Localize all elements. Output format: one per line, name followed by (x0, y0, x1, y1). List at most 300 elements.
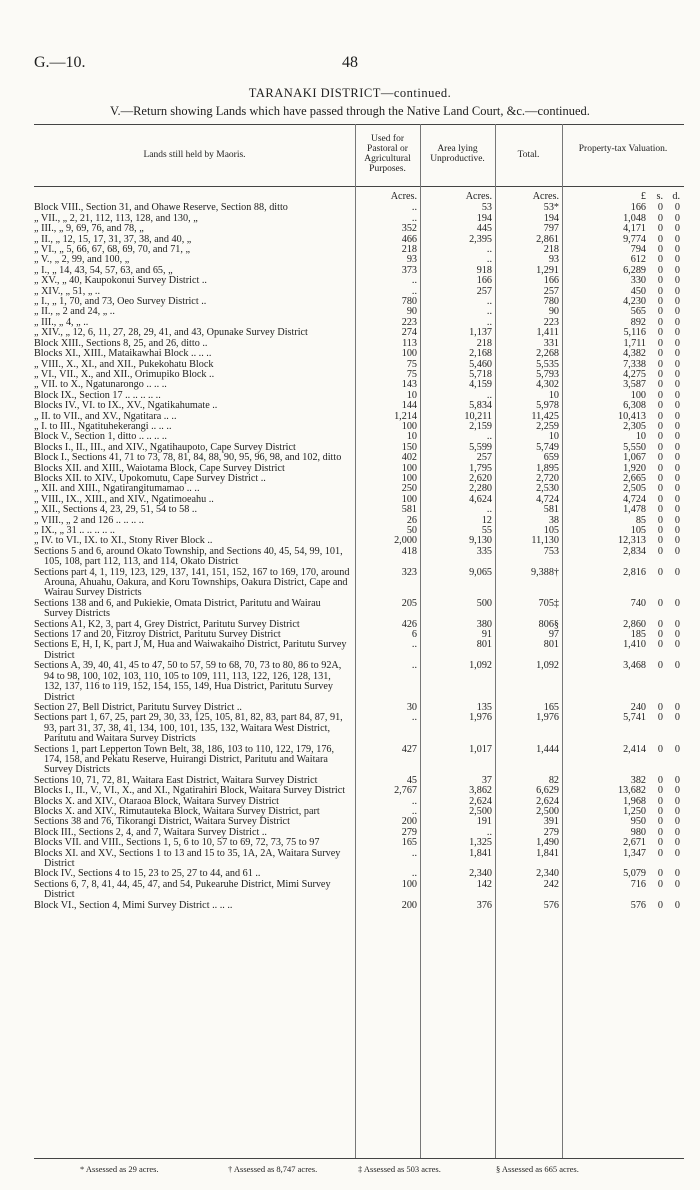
table-row (34, 526, 684, 536)
pastoral-acres: 200 (401, 899, 417, 911)
total-acres: 5,749 (536, 441, 559, 453)
land-description: Block V., Section 1, ditto .. .. .. .. (34, 432, 167, 443)
pastoral-acres: 100 (401, 462, 417, 474)
valuation-pounds: 6,289 (623, 264, 646, 276)
pastoral-acres: 2,767 (394, 785, 417, 797)
land-description: Sections A1, K2, 3, part 4, Grey District, Paritutu Survey District (34, 619, 300, 630)
total-acres: 93 (548, 254, 559, 266)
document-code: G.—10. (34, 54, 86, 71)
table-row (34, 412, 684, 422)
table-row (34, 307, 684, 317)
pastoral-acres: 466 (401, 233, 417, 245)
land-description: Blocks XII. and XIII., Waiotama Block, Cape Survey District (34, 463, 285, 474)
table-row (34, 287, 684, 297)
unproductive-acres: 9,065 (469, 566, 492, 578)
land-description-cell (34, 630, 355, 640)
valuation-pounds: 450 (630, 285, 646, 297)
land-description: Blocks I., II., V., VI., X., and XI., Ngatirahiri Block, Waitara Survey District (34, 786, 346, 797)
land-description: „ VIII., X., XI., and XII., Pukekohatu Block (34, 359, 214, 370)
land-description-cell (34, 901, 355, 911)
land-description-cell (34, 422, 355, 432)
unproductive-acres: 801 (476, 639, 492, 651)
valuation-cell (562, 307, 684, 317)
land-description-cell (34, 370, 355, 380)
total-acres: 279 (543, 826, 559, 838)
footnote-section-sign: § Assessed as 665 acres. (496, 1164, 579, 1174)
table-row (34, 235, 684, 245)
unproductive-acres: .. (486, 826, 492, 838)
total-acres: 9,388† (530, 566, 559, 578)
valuation-shillings: 0 (657, 233, 663, 245)
land-description-cell (34, 495, 355, 505)
total-acres: 1,291 (536, 264, 559, 276)
unproductive-acres: 5,599 (469, 441, 492, 453)
unproductive-acres: 2,624 (469, 795, 492, 807)
valuation-cell (562, 745, 684, 776)
valuation-pounds: 2,665 (623, 472, 646, 484)
unproductive-acres: 445 (476, 223, 492, 235)
land-description: Sections part 4, 1, 119, 123, 129, 137, 141, 151, 152, 167 to 169, 170, around Arouna, Ahuahu, Oakura, and Koru Townships, Oakura District, Cape and Wairau Survey Districts (34, 567, 350, 599)
unproductive-acres: 2,159 (469, 420, 492, 432)
valuation-pence: 0 (674, 223, 680, 235)
unproductive-acres: 142 (476, 878, 492, 890)
valuation-cell (562, 401, 684, 411)
valuation-pence: 0 (674, 597, 680, 609)
valuation-cell (562, 880, 684, 901)
land-description-cell (34, 401, 355, 411)
valuation-shillings: 0 (657, 618, 663, 630)
land-description-cell (34, 349, 355, 359)
land-description-cell (34, 391, 355, 401)
lands-table-body (34, 192, 684, 911)
land-description-cell (34, 474, 355, 484)
valuation-pence: 0 (674, 868, 680, 880)
valuation-pounds: 7,338 (623, 358, 646, 370)
valuation-pence: 0 (674, 452, 680, 464)
pastoral-acres: 10 (406, 389, 417, 401)
land-description-cell (34, 328, 355, 338)
valuation-pence: 0 (674, 254, 680, 266)
total-acres: 166 (543, 275, 559, 287)
valuation-pence: 0 (674, 847, 680, 859)
land-description: Blocks VII. and VIII., Sections 1, 5, 6 to 10, 57 to 69, 72, 73, 75 to 97 (34, 838, 320, 849)
pastoral-acres: 205 (401, 597, 417, 609)
land-description-cell (34, 287, 355, 297)
total-acres: 2,861 (536, 233, 559, 245)
valuation-cell (562, 349, 684, 359)
valuation-pence: 0 (674, 899, 680, 911)
units-pounds: £ (640, 191, 646, 202)
pastoral-acres: 75 (406, 368, 417, 380)
valuation-shillings: 0 (657, 264, 663, 276)
pastoral-acres: .. (411, 202, 417, 214)
valuation-pence: 0 (674, 327, 680, 339)
valuation-pence: 0 (674, 639, 680, 651)
valuation-cell (562, 297, 684, 307)
valuation-pence: 0 (674, 785, 680, 797)
total-acres: 11,130 (531, 535, 559, 547)
valuation-pounds: 950 (630, 816, 646, 828)
total-acres: 2,340 (536, 868, 559, 880)
table-row (34, 214, 684, 224)
valuation-pence: 0 (674, 525, 680, 536)
pastoral-acres: 250 (401, 483, 417, 495)
land-description: „ VIII., IX., XIII., and XIV., Ngatimoeahu .. (34, 494, 214, 505)
total-acres: 801 (543, 639, 559, 651)
land-description-cell (34, 869, 355, 879)
land-description: „ III., „ 9, 69, 76, and 78, „ (34, 224, 144, 235)
valuation-pounds: 9,774 (623, 233, 646, 245)
land-description: Block IX., Section 17 .. .. .. .. .. (34, 390, 161, 401)
land-description-cell (34, 568, 355, 599)
land-description-cell (34, 797, 355, 807)
unproductive-acres: 1,841 (469, 847, 492, 859)
valuation-pounds: 1,478 (623, 504, 646, 516)
unproductive-acres: 2,620 (469, 472, 492, 484)
land-description: Section 27, Bell District, Paritutu Survey District .. (34, 702, 242, 713)
valuation-pounds: 565 (630, 306, 646, 318)
total-acres: 6,629 (536, 785, 559, 797)
valuation-cell (562, 568, 684, 599)
valuation-pence: 0 (674, 285, 680, 297)
pastoral-acres: 223 (401, 316, 417, 328)
land-description: „ XV., „ 40, Kaupokonui Survey District .. (34, 276, 207, 287)
pastoral-acres: 30 (406, 701, 417, 713)
land-description: „ XII. and XIII., Ngatirangitumamao .. .. (34, 484, 200, 495)
table-top-rule (34, 124, 684, 125)
table-row (34, 599, 684, 620)
table-row (34, 495, 684, 505)
table-row (34, 370, 684, 380)
total-acres: 780 (543, 296, 559, 308)
land-description: Sections 138 and 6, and Pukiekie, Omata District, Paritutu and Wairau Survey Districts (34, 598, 321, 620)
table-row (34, 817, 684, 827)
table-row (34, 745, 684, 776)
unproductive-acres: 1,017 (469, 743, 492, 755)
total-acres: 105 (543, 525, 559, 536)
valuation-pounds: 4,382 (623, 348, 646, 360)
valuation-pence: 0 (674, 233, 680, 245)
unproductive-acres: 194 (476, 212, 492, 224)
table-row (34, 703, 684, 713)
total-acres: 1,841 (536, 847, 559, 859)
unproductive-acres: 55 (481, 525, 492, 536)
unproductive-acres: .. (486, 316, 492, 328)
valuation-shillings: 0 (657, 275, 663, 287)
land-description: „ XII., Sections 4, 23, 29, 51, 54 to 58 .. (34, 505, 197, 516)
table-row (34, 422, 684, 432)
valuation-pence: 0 (674, 504, 680, 516)
pastoral-acres: 352 (401, 223, 417, 235)
pastoral-acres: .. (411, 639, 417, 651)
valuation-pounds: 2,305 (623, 420, 646, 432)
land-description-cell (34, 776, 355, 786)
table-row (34, 838, 684, 848)
pastoral-acres: 143 (401, 379, 417, 391)
pastoral-acres: 780 (401, 296, 417, 308)
land-description-cell (34, 432, 355, 442)
land-description-cell (34, 235, 355, 245)
valuation-shillings: 0 (657, 379, 663, 391)
unproductive-acres: 218 (476, 337, 492, 349)
total-acres: 2,720 (536, 472, 559, 484)
land-description-cell (34, 786, 355, 796)
valuation-shillings: 0 (657, 358, 663, 370)
valuation-shillings: 0 (657, 368, 663, 380)
land-description: „ IX., „ 31 .. .. .. .. .. (34, 526, 115, 536)
land-description-cell (34, 620, 355, 630)
valuation-pence: 0 (674, 743, 680, 755)
valuation-shillings: 0 (657, 306, 663, 318)
unproductive-acres: 380 (476, 618, 492, 630)
total-acres: 82 (548, 774, 559, 786)
valuation-pounds: 794 (630, 244, 646, 256)
total-acres: 2,268 (536, 348, 559, 360)
valuation-cell (562, 276, 684, 286)
total-acres: 5,978 (536, 400, 559, 412)
land-description: „ II., „ 2 and 24, „ .. (34, 307, 115, 318)
valuation-pounds: 1,968 (623, 795, 646, 807)
valuation-pence: 0 (674, 472, 680, 484)
total-acres: 1,490 (536, 837, 559, 849)
total-acres: 797 (543, 223, 559, 235)
table-row (34, 869, 684, 879)
valuation-shillings: 0 (657, 472, 663, 484)
valuation-pounds: 2,860 (623, 618, 646, 630)
units-pence: d. (672, 191, 680, 202)
pastoral-acres: 93 (406, 254, 417, 266)
valuation-shillings: 0 (657, 566, 663, 578)
table-row (34, 536, 684, 546)
pastoral-acres: 6 (411, 629, 417, 641)
table-row (34, 505, 684, 515)
land-description: Block I., Sections 41, 71 to 73, 78, 81, 84, 88, 90, 95, 96, 98, and 102, ditto (34, 453, 342, 464)
unproductive-acres: 12 (481, 514, 492, 526)
table-row (34, 391, 684, 401)
land-description-cell (34, 703, 355, 713)
pastoral-acres: 150 (401, 441, 417, 453)
unproductive-acres: 135 (476, 701, 492, 713)
valuation-pence: 0 (674, 535, 680, 547)
valuation-pence: 0 (674, 545, 680, 557)
pastoral-acres: 274 (401, 327, 417, 339)
valuation-pounds: 10,413 (617, 410, 646, 422)
land-description: Blocks X. and XIV., Rimutauteka Block, Waitara Survey District, part (34, 806, 320, 817)
pastoral-acres: 165 (401, 837, 417, 849)
land-description: Sections 1, part Lepperton Town Belt, 38, 186, 103 to 110, 122, 179, 176, 174, 158, and Pekatu Reserve, Huirangi District, Paritutu and Waitara Survey Districts (34, 744, 335, 776)
valuation-pounds: 1,347 (623, 847, 646, 859)
valuation-pounds: 185 (630, 629, 646, 641)
land-description-cell (34, 245, 355, 255)
land-description: „ II., „ 12, 15, 17, 31, 37, 38, and 40, „ (34, 234, 192, 245)
valuation-pence: 0 (674, 358, 680, 370)
land-description-cell (34, 880, 355, 901)
valuation-pounds: 4,171 (623, 223, 646, 235)
pastoral-acres: 100 (401, 493, 417, 505)
valuation-shillings: 0 (657, 493, 663, 505)
column-header-lands: Lands still held by Maoris. (143, 150, 246, 160)
table-row (34, 828, 684, 838)
unproductive-acres: 166 (476, 275, 492, 287)
land-description: Blocks I., II., III., and XIV., Ngatihaupoto, Cape Survey District (34, 442, 296, 453)
valuation-pence: 0 (674, 774, 680, 786)
valuation-pounds: 612 (630, 254, 646, 266)
valuation-pounds: 5,741 (623, 712, 646, 724)
valuation-cell (562, 661, 684, 703)
total-acres: 753 (543, 545, 559, 557)
valuation-pounds: 6,308 (623, 400, 646, 412)
valuation-pence: 0 (674, 816, 680, 828)
valuation-pounds: 740 (630, 597, 646, 609)
table-row (34, 661, 684, 703)
table-row (34, 245, 684, 255)
valuation-shillings: 0 (657, 785, 663, 797)
valuation-cell (562, 817, 684, 827)
unproductive-acres: 91 (481, 629, 492, 641)
unproductive-acres: .. (486, 389, 492, 401)
valuation-shillings: 0 (657, 629, 663, 641)
total-acres: 10 (548, 431, 559, 443)
table-row (34, 630, 684, 640)
valuation-shillings: 0 (657, 847, 663, 859)
land-description: Block VI., Section 4, Mimi Survey District .. .. .. (34, 900, 233, 911)
pastoral-acres: 50 (406, 525, 417, 536)
pastoral-acres: 373 (401, 264, 417, 276)
footnote-double-dagger: ‡ Assessed as 503 acres. (358, 1164, 441, 1174)
land-description: Blocks X. and XIV., Otaraoa Block, Waitara Survey District (34, 796, 279, 807)
valuation-pounds: 100 (630, 389, 646, 401)
unproductive-acres: 9,130 (469, 535, 492, 547)
pastoral-acres: 427 (401, 743, 417, 755)
valuation-shillings: 0 (657, 774, 663, 786)
total-acres: 1,444 (536, 743, 559, 755)
valuation-shillings: 0 (657, 285, 663, 297)
valuation-shillings: 0 (657, 816, 663, 828)
valuation-pounds: 1,250 (623, 805, 646, 817)
total-acres: 1,895 (536, 462, 559, 474)
table-row (34, 568, 684, 599)
pastoral-acres: .. (411, 712, 417, 724)
land-description-cell (34, 297, 355, 307)
valuation-shillings: 0 (657, 743, 663, 755)
table-row (34, 318, 684, 328)
valuation-shillings: 0 (657, 244, 663, 256)
land-description: „ IV. to VI., IX. to XI., Stony River Block .. (34, 536, 213, 547)
total-acres: 2,530 (536, 483, 559, 495)
table-row (34, 786, 684, 796)
valuation-pounds: 382 (630, 774, 646, 786)
valuation-cell (562, 516, 684, 526)
pastoral-acres: 418 (401, 545, 417, 557)
pastoral-acres: .. (411, 212, 417, 224)
table-row (34, 547, 684, 568)
land-description-cell (34, 807, 355, 817)
total-acres: 38 (548, 514, 559, 526)
land-description: Sections A, 39, 40, 41, 45 to 47, 50 to 57, 59 to 68, 70, 73 to 80, 86 to 92A, 94 to 98, 100, 102, 103, 110, 105 to 109, 111, 113, 122, 126, 128, 131, 132, 137, 116 to 119, 152, 154, 155, 149, Hua District, Paritutu Survey District (34, 661, 342, 703)
valuation-pounds: 240 (630, 701, 646, 713)
unproductive-acres: 37 (481, 774, 492, 786)
pastoral-acres: 45 (406, 774, 417, 786)
valuation-pence: 0 (674, 462, 680, 474)
table-row (34, 807, 684, 817)
land-description-cell (34, 713, 355, 744)
unproductive-acres: 1,137 (469, 327, 492, 339)
valuation-shillings: 0 (657, 483, 663, 495)
valuation-shillings: 0 (657, 420, 663, 432)
valuation-cell (562, 245, 684, 255)
land-description-cell (34, 661, 355, 703)
land-description: Sections part 1, 67, 25, part 29, 30, 33, 125, 105, 81, 82, 83, part 84, 87, 91, 93, part 31, 37, 38, 41, 134, 100, 101, 135, 132, Waitara West District, Paritutu and Waitara Survey Districts (34, 713, 343, 745)
valuation-pounds: 13,682 (617, 785, 646, 797)
valuation-cell (562, 235, 684, 245)
pastoral-acres: 426 (401, 618, 417, 630)
valuation-pence: 0 (674, 805, 680, 817)
unproductive-acres: 376 (476, 899, 492, 911)
total-acres: 1,092 (536, 660, 559, 672)
land-description: Sections 38 and 76, Tikorangi District, Waitara Survey District (34, 817, 290, 828)
valuation-pounds: 166 (630, 202, 646, 214)
pastoral-acres: 75 (406, 358, 417, 370)
units-pastoral: Acres. (390, 191, 417, 202)
total-acres: 165 (543, 701, 559, 713)
table-row (34, 620, 684, 630)
table-row (34, 453, 684, 463)
valuation-pounds: 980 (630, 826, 646, 838)
valuation-pounds: 3,587 (623, 379, 646, 391)
total-acres: 90 (548, 306, 559, 318)
valuation-shillings: 0 (657, 868, 663, 880)
land-description: Sections 5 and 6, around Okato Township, and Sections 40, 45, 54, 99, 101, 105, 108, part 112, 113, and 114, Okato District (34, 546, 343, 568)
land-description-cell (34, 360, 355, 370)
total-acres: 659 (543, 452, 559, 464)
land-description: „ I., „ 1, 70, and 73, Oeo Survey District .. (34, 297, 207, 308)
table-row (34, 776, 684, 786)
table-row (34, 880, 684, 901)
valuation-shillings: 0 (657, 296, 663, 308)
valuation-shillings: 0 (657, 660, 663, 672)
valuation-pence: 0 (674, 410, 680, 422)
total-acres: 576 (543, 899, 559, 911)
table-caption: V.—Return showing Lands which have passed through the Native Land Court, &c.—continued. (110, 104, 590, 118)
unproductive-acres: 3,862 (469, 785, 492, 797)
table-row (34, 432, 684, 442)
valuation-shillings: 0 (657, 254, 663, 266)
land-description-cell (34, 307, 355, 317)
land-description-cell (34, 526, 355, 536)
total-acres: 2,259 (536, 420, 559, 432)
land-description: „ VII. to X., Ngatunarongo .. .. .. (34, 380, 167, 391)
valuation-pounds: 5,550 (623, 441, 646, 453)
header-bottom-rule (34, 186, 684, 187)
land-description: Block VIII., Section 31, and Ohawe Reserve, Section 88, ditto (34, 203, 288, 214)
valuation-shillings: 0 (657, 316, 663, 328)
land-description-cell (34, 849, 355, 870)
unproductive-acres: 2,280 (469, 483, 492, 495)
land-description-cell (34, 484, 355, 494)
unproductive-acres: 2,395 (469, 233, 492, 245)
column-header-pastoral: Used for Pastoral or Agricultural Purposes. (364, 134, 411, 174)
pastoral-acres: .. (411, 660, 417, 672)
unproductive-acres: 2,500 (469, 805, 492, 817)
valuation-pounds: 4,230 (623, 296, 646, 308)
total-acres: 331 (543, 337, 559, 349)
valuation-shillings: 0 (657, 525, 663, 536)
unproductive-acres: 4,159 (469, 379, 492, 391)
table-row (34, 328, 684, 338)
valuation-cell (562, 266, 684, 276)
valuation-shillings: 0 (657, 223, 663, 235)
table-row (34, 640, 684, 661)
